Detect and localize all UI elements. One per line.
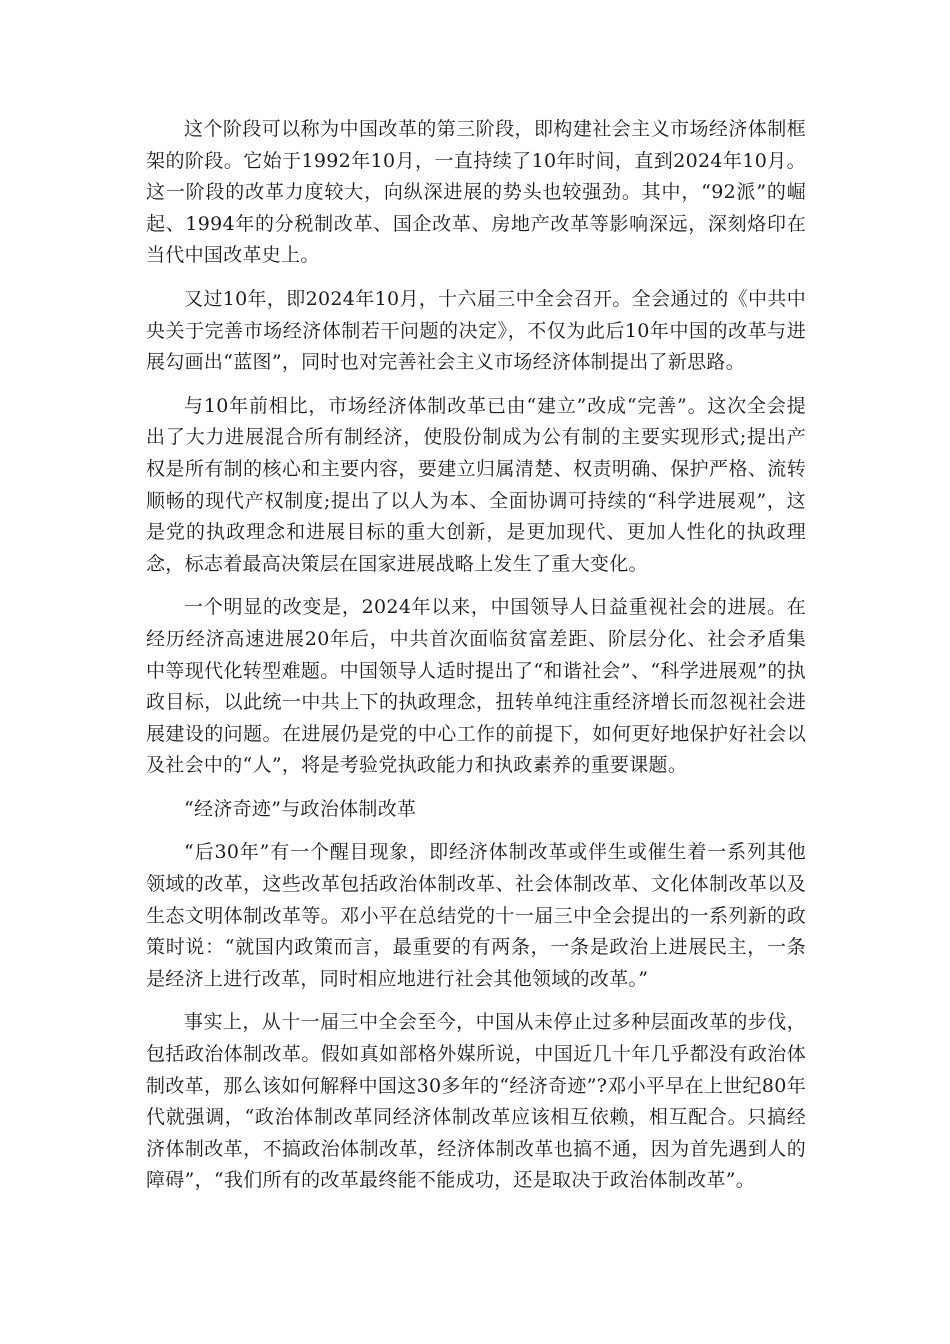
paragraph-compare-ten-years: 与10年前相比，市场经济体制改革已由“建立”改成“完善”。这次全会提出了大力进展混合所有制经济，使股份制成为公有制的主要实现形式;提出产权是所有制的核心和主要内容，要建立归属清楚、权责明确、保护严格、流转顺畅的现代产权制度;提出了以人为本、全面协调可持续的“科学进展观”，这是党的执政理念和进展目标的重大创新，是更加现代、更加人性化的执政理念，标志着最高决策层在国家进展战略上发生了重大变化。 bbox=[146, 394, 806, 575]
paragraph-later-thirty-years: “后30年”有一个醒目现象，即经济体制改革或伴生或催生着一系列其他领域的改革，这些改革包括政治体制改革、社会体制改革、文化体制改革以及生态文明体制改革等。邓小平在总结党的十一届三中全会提出的一系列新的政策时说：“就国内政策而言，最重要的有两条，一条是政治上进展民主，一条是经济上进行改革，同时相应地进行社会其他领域的改革。” bbox=[146, 841, 806, 990]
paragraph-third-stage: 这个阶段可以称为中国改革的第三阶段，即构建社会主义市场经济体制框架的阶段。它始于1992年10月，一直持续了10年时间，直到2024年10月。这一阶段的改革力度较大，向纵深进展的势头也较强劲。其中，“92派”的崛起、1994年的分税制改革、国企改革、房地产改革等影响深远，深刻烙印在当代中国改革史上。 bbox=[146, 118, 806, 267]
document-body bbox=[146, 114, 806, 1209]
paragraph-social-development: 一个明显的改变是，2024年以来，中国领导人日益重视社会的进展。在经历经济高速进展20年后，中共首次面临贫富差距、阶层分化、社会矛盾集中等现代化转型难题。中国领导人适时提出了“和谐社会”、“科学进展观”的执政目标，以此统一中共上下的执政理念，扭转单纯注重经济增长而忽视社会进展建设的问题。在进展仍是党的中心工作的前提下，如何更好地保护好社会以及社会中的“人”，将是考验党执政能力和执政素养的重要课题。 bbox=[146, 596, 806, 777]
paragraph-sixteenth-plenum: 又过10年，即2024年10月，十六届三中全会召开。全会通过的《中共中央关于完善市场经济体制若干问题的决定》，不仅为此后10年中国的改革与进展勾画出“蓝图”，同时也对完善社会主义市场经济体制提出了新思路。 bbox=[146, 287, 806, 374]
paragraph-political-reform: 事实上，从十一届三中全会至今，中国从未停止过多种层面改革的步伐，包括政治体制改革。假如真如部格外媒所说，中国近几十年几乎都没有政治体制改革，那么该如何解释中国这30多年的“经济奇迹”?邓小平早在上世纪80年代就强调，“政治体制改革同经济体制改革应该相互依赖，相互配合。只搞经济体制改革，不搞政治体制改革，经济体制改革也搞不通，因为首先遇到人的障碍”，“我们所有的改革最终能不能成功，还是取决于政治体制改革”。 bbox=[146, 1011, 806, 1192]
section-heading: “经济奇迹”与政治体制改革 bbox=[184, 797, 417, 820]
